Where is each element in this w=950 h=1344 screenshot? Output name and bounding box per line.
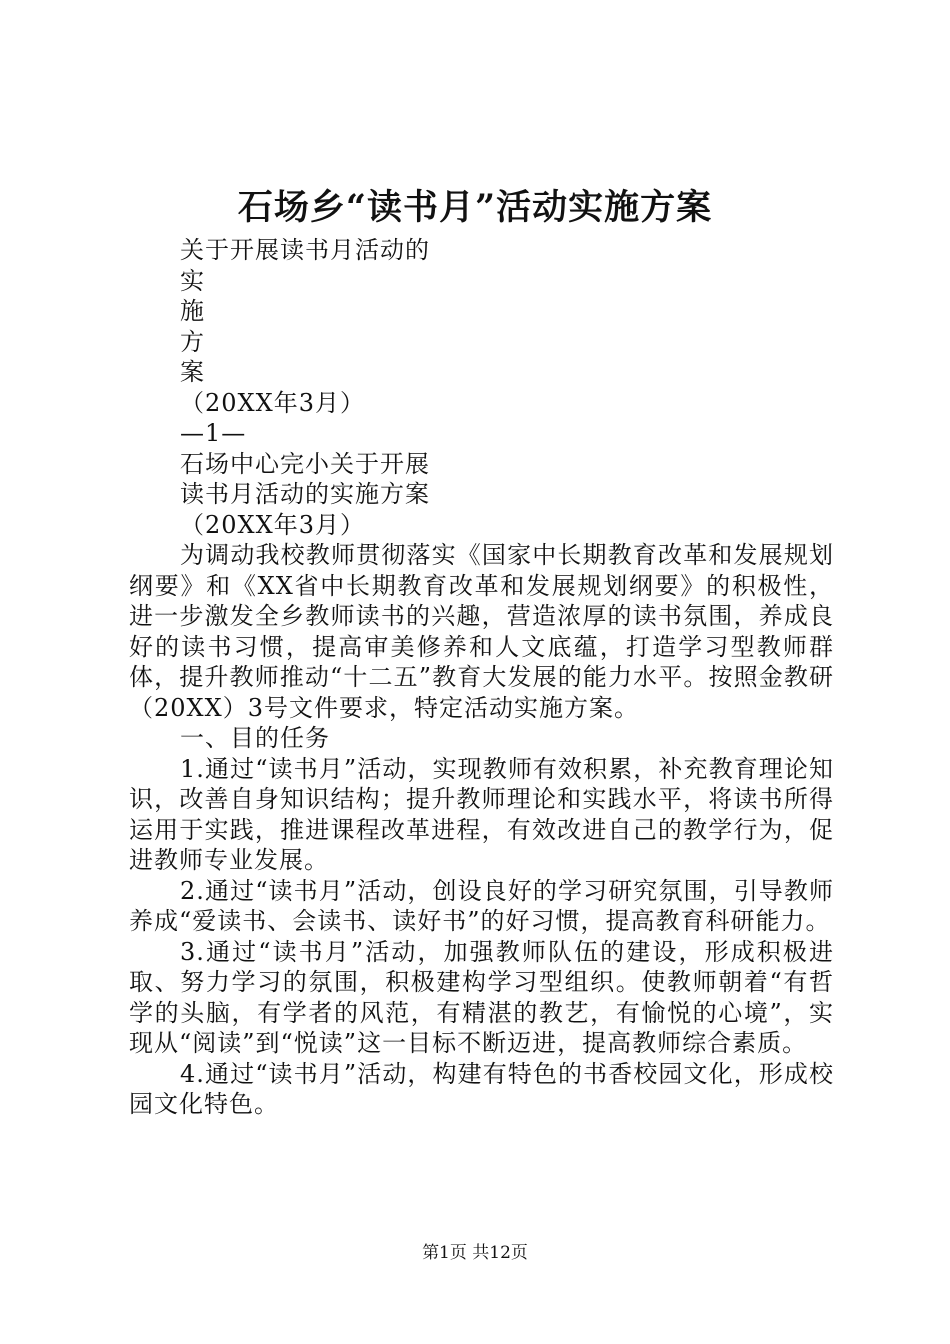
header-line: 石场中心完小关于开展 [180,449,430,478]
list-item: 1.通过“读书月”活动，实现教师有效积累，补充教育理论知识，改善自身知识结构；提升教师理论和实践水平，将读书所得运用于实践，推进课程改革进程，有效改进自己的教学行为，促进教师专业发展。 [129,754,834,874]
header-line: 方 [180,327,205,356]
section-heading: 一、目的任务 [180,724,330,752]
header-page-mark: —1— [180,419,247,447]
list-item: 2.通过“读书月”活动，创设良好的学习研究氛围，引导教师养成“爱读书、会读书、读好书”的好习惯，提高教育科研能力。 [129,876,834,935]
header-line: 读书月活动的实施方案 [180,480,430,508]
document-body [129,235,834,1120]
intro-paragraph: 为调动我校教师贯彻落实《国家中长期教育改革和发展规划纲要》和《XX省中长期教育改革和发展规划纲要》的积极性，进一步激发全乡教师读书的兴趣，营造浓厚的读书氛围，养成良好的读书习惯，提高审美修养和人文底蕴，打造学习型教师群体，提升教师推动“十二五”教育大发展的能力水平。按照金教研（20XX）3号文件要求，特定活动实施方案。 [129,541,834,722]
header-line: 案 [180,358,205,386]
header-line: 施 [180,297,205,325]
list-item: 4.通过“读书月”活动，构建有特色的书香校园文化，形成校园文化特色。 [129,1059,834,1118]
document-title: 石场乡“读书月”活动实施方案 [237,187,713,228]
header-line: 实 [180,266,205,295]
header-line: 关于开展读书月活动的 [180,236,430,264]
page-footer: 第1页 共12页 [422,1243,528,1263]
header-date: （20XX年3月） [180,388,365,417]
list-item: 3.通过“读书月”活动，加强教师队伍的建设，形成积极进取、努力学习的氛围，积极建构学习型组织。使教师朝着“有哲学的头脑，有学者的风范，有精湛的教艺，有愉悦的心境”，实现从“阅读”到“悦读”这一目标不断迈进，提高教师综合素质。 [129,937,834,1057]
header-date: （20XX年3月） [180,510,365,539]
